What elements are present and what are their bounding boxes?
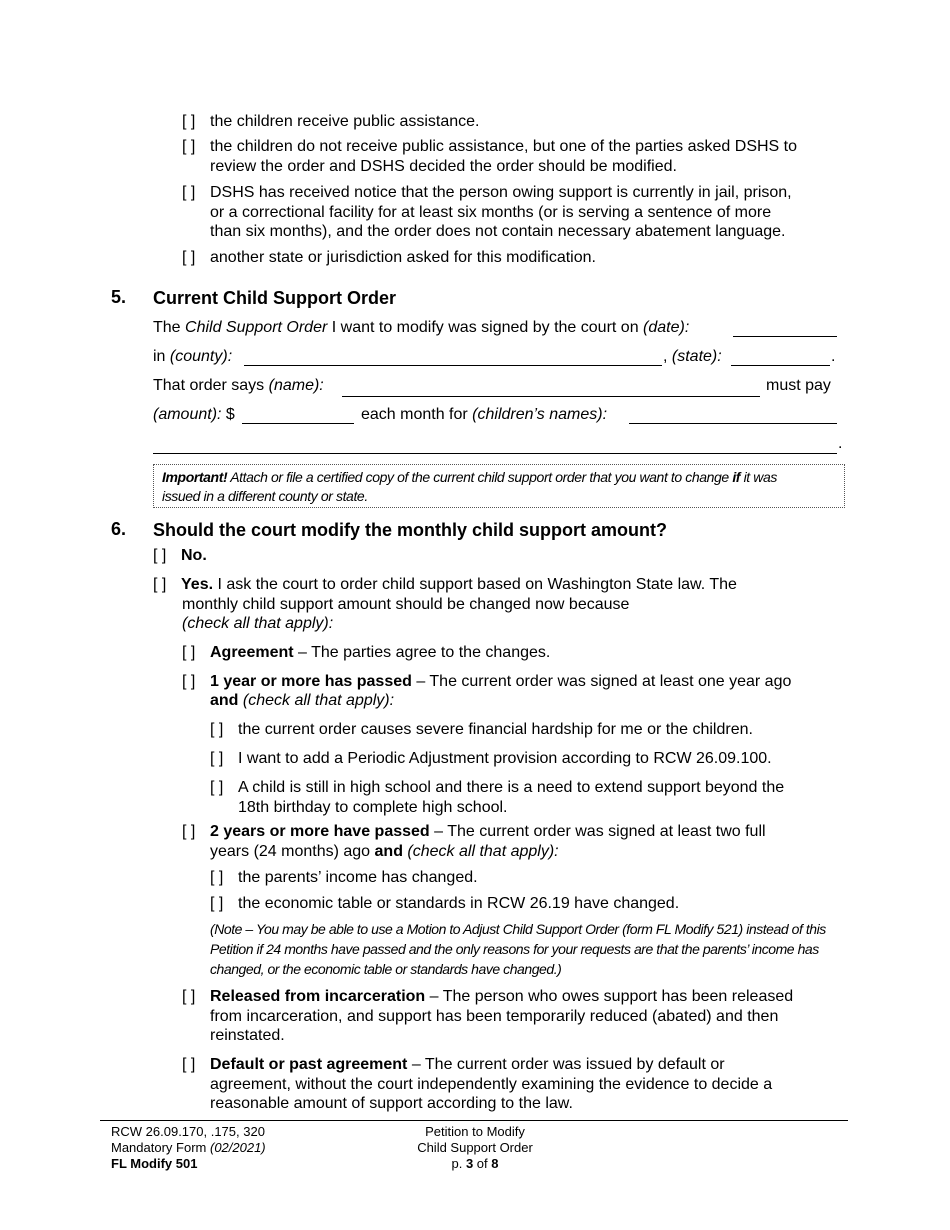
checkbox[interactable]: [ ] (153, 576, 167, 593)
default-continuation: reasonable amount of support according to the law. (210, 1095, 573, 1112)
footer-divider (100, 1120, 848, 1121)
children-names-label: each month for (children’s names): (361, 406, 608, 423)
list-item-continuation: than six months), and the order does not contain necessary abatement language. (210, 223, 786, 240)
footer-form-id: FL Modify 501 (111, 1156, 198, 1171)
agreement-option: [ ] Agreement – The parties agree to the changes. (182, 644, 551, 661)
one-year-sub-item: [ ] I want to add a Periodic Adjustment provision according to RCW 26.09.100. (210, 750, 772, 767)
list-item: [ ] the children receive public assistance. (182, 113, 480, 130)
checkbox[interactable]: [ ] (153, 547, 167, 564)
yes-option-continuation: monthly child support amount should be changed now because (182, 596, 630, 613)
amount-label: (amount): $ (153, 406, 235, 423)
important-note-box: Important! Attach or file a certified copy of the current child support order that you want to change if it was issued in a different county or state. (153, 464, 845, 508)
two-year-continuation: years (24 months) ago and (check all that apply): (210, 843, 559, 860)
state-field[interactable] (731, 349, 830, 366)
one-year-sub-item: [ ] the current order causes severe financial hardship for me or the children. (210, 721, 753, 738)
section-title: Current Child Support Order (153, 288, 396, 308)
checkbox[interactable]: [ ] (210, 895, 224, 912)
checkbox[interactable]: [ ] (182, 138, 196, 155)
list-item-continuation: review the order and DSHS decided the order should be modified. (210, 158, 677, 175)
section-title: Should the court modify the monthly child support amount? (153, 520, 667, 540)
two-year-sub-item: [ ] the economic table or standards in RCW 26.19 have changed. (210, 895, 680, 912)
checkbox[interactable]: [ ] (210, 721, 224, 738)
note-text: (Note – You may be able to use a Motion to Adjust Child Support Order (form FL Modify 521) instead of this Petition if 24 months have passed and the only reasons for your requests are that the parents’ income has changed, or the economic table or standards have changed.) (210, 921, 826, 977)
county-label: in (county): (153, 348, 233, 365)
released-option: [ ] Released from incarceration – The person who owes support has been released (182, 988, 794, 1005)
released-continuation: from incarceration, and support has been temporarily reduced (abated) and then (210, 1008, 779, 1025)
no-option: [ ] No. (153, 547, 207, 564)
county-field[interactable] (244, 349, 662, 366)
section-number: 5. (111, 287, 127, 307)
checkbox[interactable]: [ ] (182, 113, 196, 130)
name-label: That order says (name): (153, 377, 324, 394)
checkbox[interactable]: [ ] (182, 988, 196, 1005)
checkbox[interactable]: [ ] (210, 869, 224, 886)
children-names-field-continued[interactable] (153, 437, 837, 454)
section-number: 6. (111, 519, 127, 539)
footer-title: Child Support Order (417, 1140, 533, 1155)
checkbox[interactable]: [ ] (182, 184, 196, 201)
checkbox[interactable]: [ ] (182, 823, 196, 840)
yes-option: [ ] Yes. I ask the court to order child support based on Washington State law. The (153, 576, 737, 593)
list-item: [ ] another state or jurisdiction asked for this modification. (182, 249, 596, 266)
order-date-line: The Child Support Order I want to modify was signed by the court on (date): (153, 319, 690, 336)
list-item-continuation: or a correctional facility for at least six months (or is serving a sentence of more (210, 204, 772, 221)
checkbox[interactable]: [ ] (182, 644, 196, 661)
checkbox[interactable]: [ ] (182, 673, 196, 690)
one-year-sub-item: [ ] A child is still in high school and there is a need to extend support beyond the (210, 779, 785, 796)
list-item: [ ] DSHS has received notice that the person owing support is currently in jail, prison, (182, 184, 792, 201)
yes-option-continuation: (check all that apply): (182, 615, 334, 632)
checkbox[interactable]: [ ] (210, 779, 224, 796)
one-year-continuation: and (check all that apply): (210, 692, 395, 709)
two-year-sub-item: [ ] the parents’ income has changed. (210, 869, 478, 886)
released-continuation: reinstated. (210, 1027, 285, 1044)
must-pay-text: must pay (766, 377, 831, 394)
footer-mandatory: Mandatory Form (02/2021) (111, 1140, 266, 1155)
checkbox[interactable]: [ ] (182, 249, 196, 266)
checkbox[interactable]: [ ] (182, 1056, 196, 1073)
list-item: [ ] the children do not receive public assistance, but one of the parties asked DSHS to (182, 138, 798, 155)
default-option: [ ] Default or past agreement – The current order was issued by default or (182, 1056, 725, 1073)
name-field[interactable] (342, 380, 760, 397)
default-continuation: agreement, without the court independently examining the evidence to decide a (210, 1076, 773, 1093)
two-year-option: [ ] 2 years or more have passed – The current order was signed at least two full (182, 823, 766, 840)
period: . (838, 435, 843, 452)
state-label: , (state): (663, 348, 722, 365)
one-year-sub-item-continuation: 18th birthday to complete high school. (238, 799, 508, 816)
children-names-field[interactable] (629, 407, 837, 424)
period: . (831, 348, 836, 365)
date-field[interactable] (733, 320, 837, 337)
checkbox[interactable]: [ ] (210, 750, 224, 767)
one-year-option: [ ] 1 year or more has passed – The current order was signed at least one year ago (182, 673, 792, 690)
footer-rcw: RCW 26.09.170, .175, 320 (111, 1124, 265, 1139)
amount-field[interactable] (242, 407, 354, 424)
footer-page-number: p. 3 of 8 (451, 1156, 499, 1171)
footer-title: Petition to Modify (425, 1124, 525, 1139)
